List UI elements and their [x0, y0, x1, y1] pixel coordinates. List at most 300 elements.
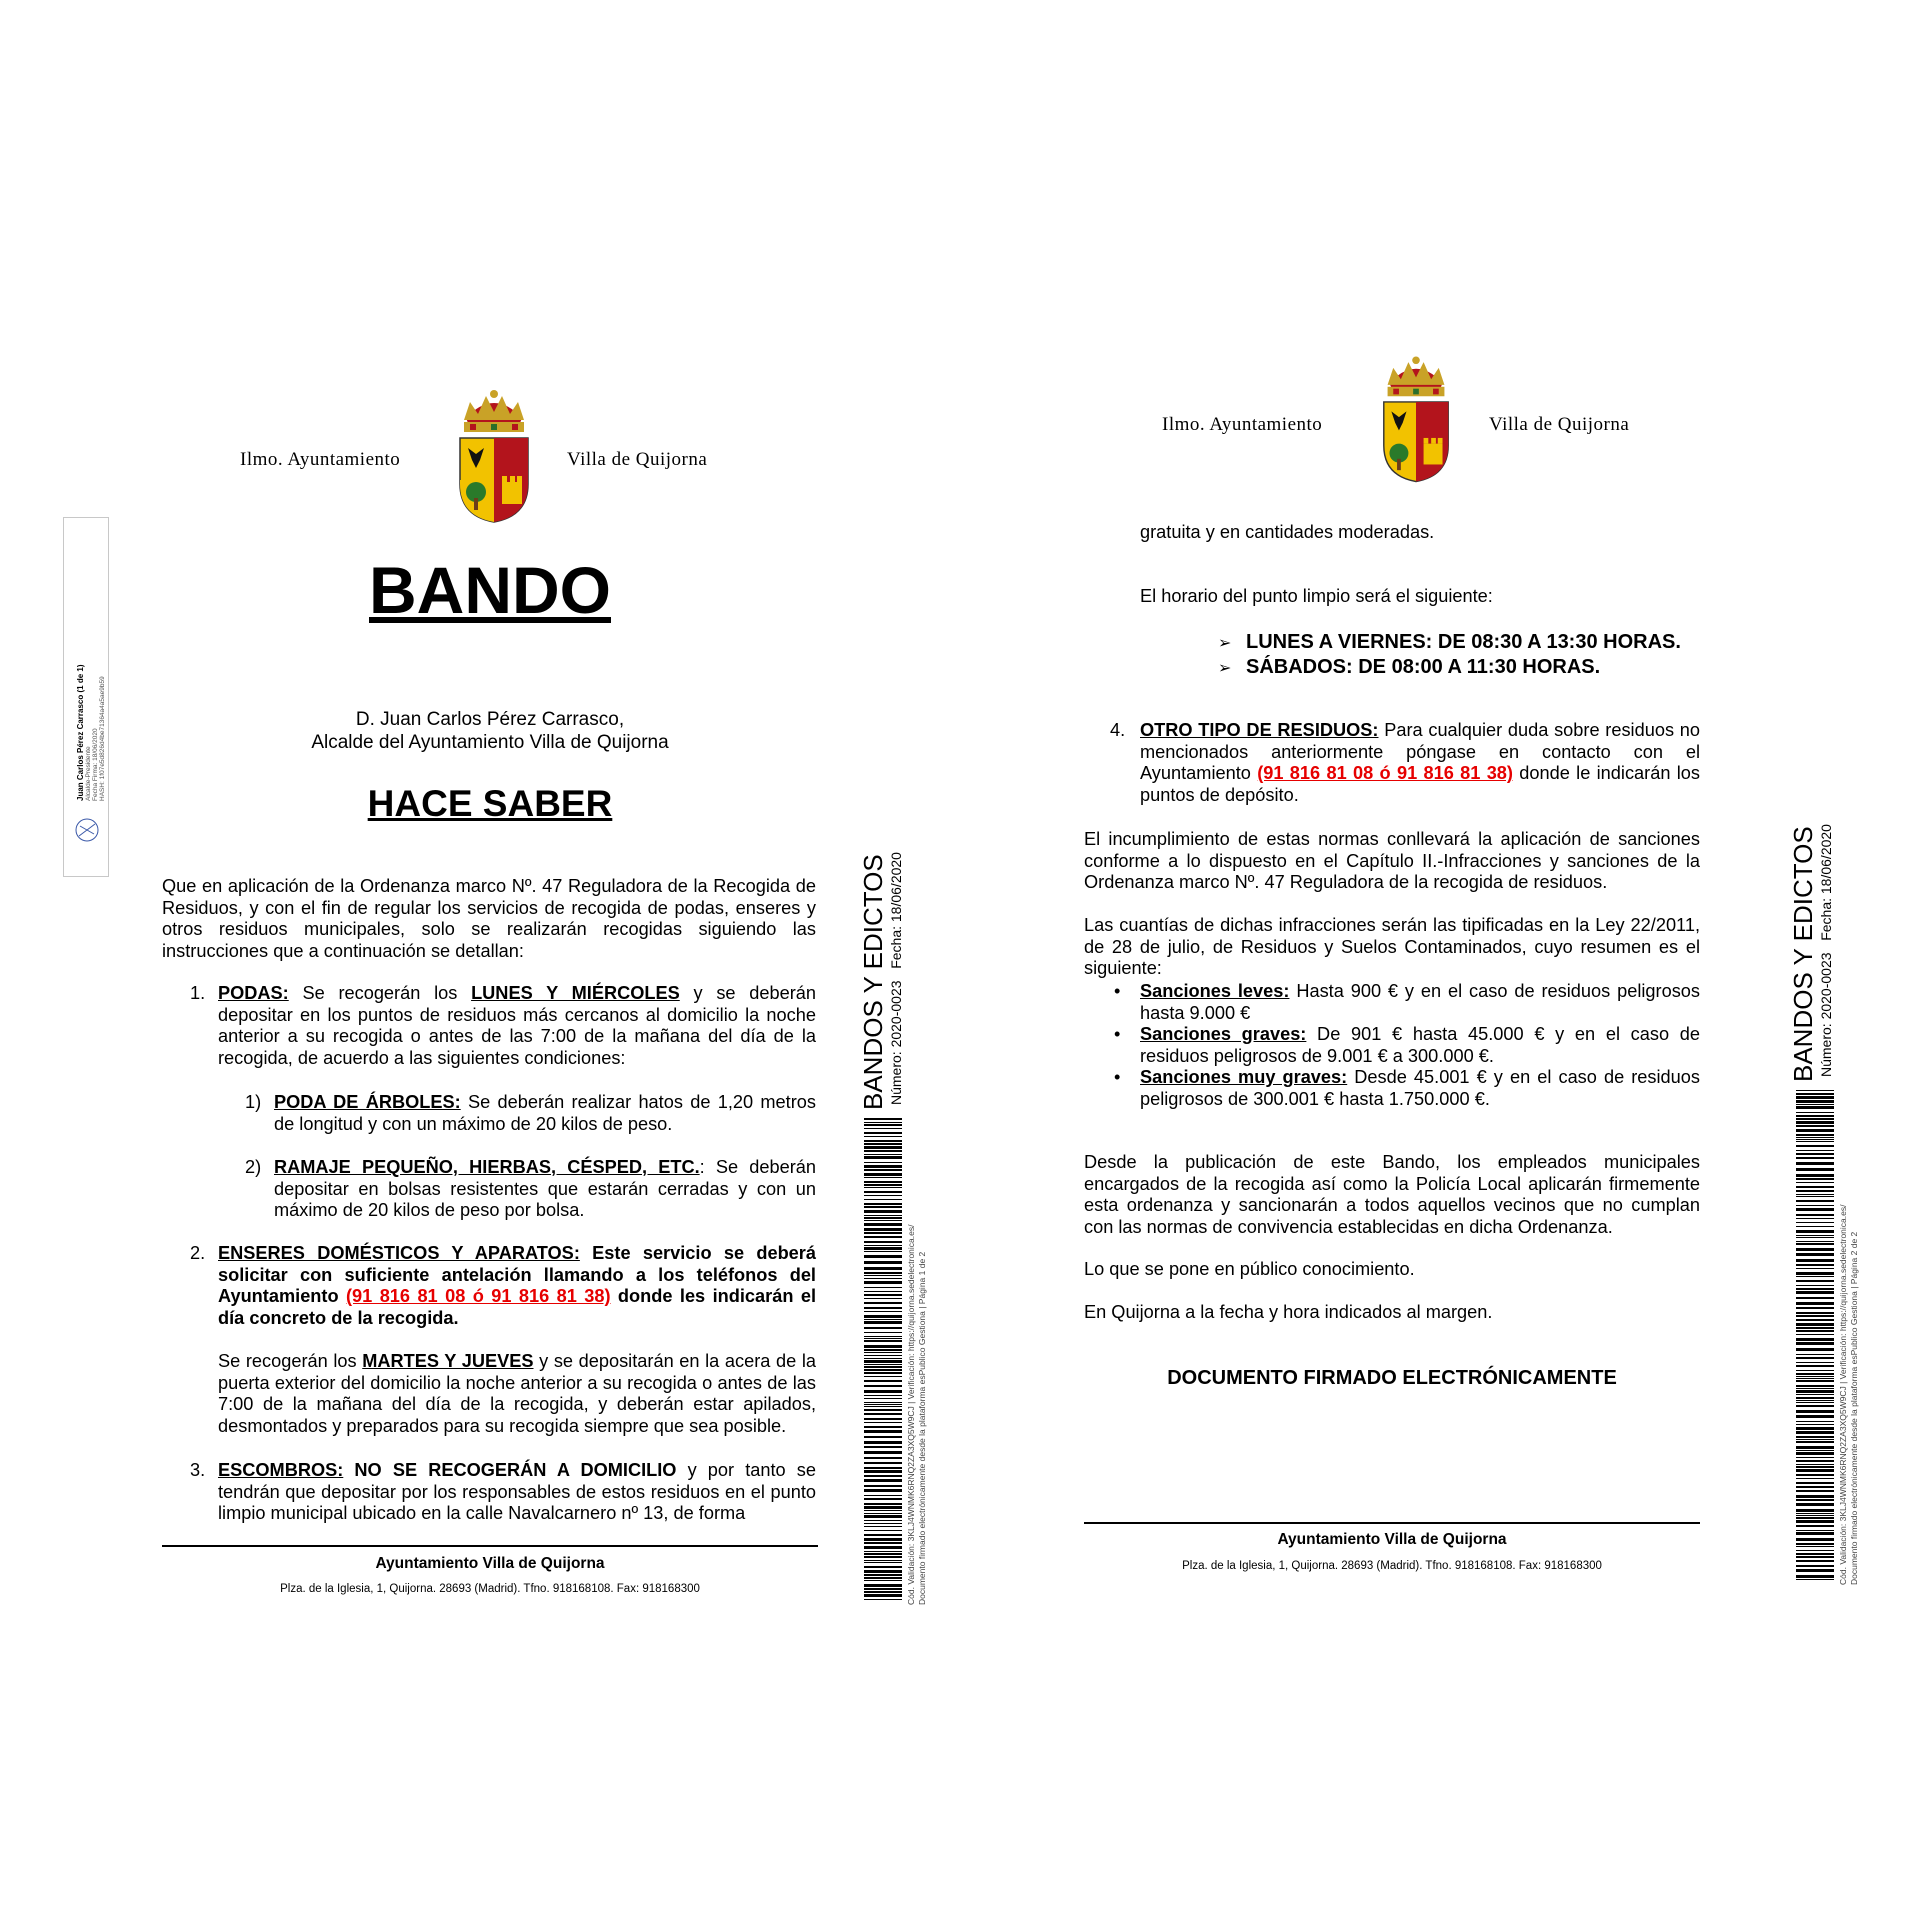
side-date: Fecha: 18/06/2020 [1818, 824, 1834, 941]
barcode-bar [864, 1220, 902, 1221]
header-left-text: Ilmo. Ayuntamiento [240, 449, 401, 470]
barcode-bar [864, 1358, 902, 1359]
barcode-bar [1796, 1515, 1834, 1516]
sancion-muy-grave-heading: Sanciones muy graves: [1140, 1067, 1348, 1087]
barcode-bar [1796, 1243, 1834, 1245]
barcode-bar [1796, 1450, 1834, 1451]
barcode-bar [864, 1275, 902, 1276]
bullet-icon: • [1114, 1024, 1121, 1044]
barcode-bar [1796, 1125, 1834, 1127]
barcode-bar [864, 1526, 902, 1527]
barcode-bar [1796, 1460, 1834, 1462]
stamp-date: Fecha Firma: 18/06/2020 [92, 728, 99, 801]
barcode-bar [864, 1332, 902, 1333]
barcode-bar [1796, 1380, 1834, 1382]
signed-electronically: DOCUMENTO FIRMADO ELECTRÓNICAMENTE [1167, 1367, 1617, 1389]
side-validation: Cód. Validación: 3KLJ4WNMK6RNQ2ZA3XQ5W9CJ | Verificación: https://quijorna.sedelectronica.es/ [1838, 1204, 1848, 1585]
item-1-days: LUNES Y MIÉRCOLES [471, 983, 680, 1003]
barcode-bar [864, 1272, 902, 1274]
paragraph-cuantias: Las cuantías de dichas infracciones serán las tipificadas en la Ley 22/2011, de 28 de julio, de Residuos y Suelos Contaminados, cuyo resumen es el siguiente: [1084, 915, 1700, 978]
sancion-grave-text: De 901 € hasta 45.000 € y en el caso de residuos peligrosos de 9.001 € a 300.000 €. [1140, 1024, 1701, 1066]
barcode-bar [1796, 1348, 1834, 1351]
barcode-bar [1796, 1394, 1834, 1395]
item-2-p2-a: Se recogerán los [218, 1351, 363, 1371]
item-3-bold: NO SE RECOGERÁN A DOMICILIO [343, 1460, 677, 1480]
barcode-bar [1796, 1218, 1834, 1219]
barcode-bar [1796, 1312, 1834, 1314]
barcode-bar [864, 1503, 902, 1505]
barcode-bar [864, 1530, 902, 1531]
barcode-bar [864, 1321, 902, 1324]
barcode-bar [1796, 1334, 1834, 1335]
sancion-grave [1110, 1024, 1700, 1067]
barcode-bar [1796, 1478, 1834, 1479]
sancion-leve-text: Hasta 900 € y en el caso de residuos peligrosos hasta 9.000 € [1140, 981, 1700, 1023]
barcode-bar [864, 1553, 902, 1555]
barcode-bar [1796, 1388, 1834, 1389]
barcode-bar [864, 1124, 902, 1126]
header-right-text: Villa de Quijorna [567, 449, 708, 470]
barcode-bar [864, 1495, 902, 1496]
barcode-bar [864, 1485, 902, 1487]
barcode-bar [1796, 1499, 1834, 1501]
barcode-bar [864, 1418, 902, 1420]
barcode-bar [864, 1232, 902, 1234]
validation-barcode [864, 1118, 902, 1604]
barcode-bar [864, 1245, 902, 1246]
barcode-bar [864, 1173, 902, 1176]
barcode-bar [1796, 1090, 1834, 1091]
barcode-bar [864, 1247, 902, 1250]
side-category: BANDOS Y EDICTOS [858, 854, 888, 1110]
barcode-bar [864, 1395, 902, 1396]
barcode-bar [864, 1506, 902, 1509]
barcode-bar [864, 1580, 902, 1581]
barcode-bar [864, 1475, 902, 1477]
barcode-bar [1796, 1482, 1834, 1484]
barcode-bar [864, 1546, 902, 1549]
item-2-text-a: Este servicio se deberá solicitar con suficiente antelación llamando a los teléfonos del Ayuntamiento [218, 1243, 816, 1306]
barcode-bar [1796, 1513, 1834, 1514]
item-2-paragraph-2 [218, 1351, 816, 1437]
barcode-bar [864, 1409, 902, 1411]
barcode-bar [864, 1215, 902, 1216]
barcode-bar [864, 1118, 902, 1120]
barcode-bar [864, 1184, 902, 1186]
barcode-bar [864, 1195, 902, 1196]
barcode-bar [1796, 1575, 1834, 1578]
barcode-bar [1796, 1264, 1834, 1266]
side-platform: Documento firmado electrónicamente desde la plataforma esPublico Gestiona | Página 2 de 2 [1849, 1231, 1859, 1585]
coat-of-arms-logo [1380, 354, 1452, 484]
barcode-bar [1796, 1157, 1834, 1159]
barcode-bar [864, 1441, 902, 1444]
item-4-heading: OTRO TIPO DE RESIDUOS: [1140, 720, 1379, 740]
barcode-bar [864, 1489, 902, 1492]
barcode-bar [1796, 1402, 1834, 1403]
paragraph-incumplimiento: El incumplimiento de estas normas conllevará la aplicación de sanciones conforme a lo dispuesto en el Capítulo II.-Infracciones y sanciones de la Ordenanza marco Nº. 47 Reguladora de la recogida de residuos. [1084, 829, 1700, 892]
barcode-bar [1796, 1235, 1834, 1236]
sancion-leve-heading: Sanciones leves: [1140, 981, 1290, 1001]
barcode-bar [864, 1349, 902, 1351]
item-2-heading: ENSERES DOMÉSTICOS Y APARATOS: [218, 1243, 580, 1263]
barcode-bar [1796, 1466, 1834, 1468]
barcode-bar [1796, 1168, 1834, 1171]
barcode-bar [1796, 1424, 1834, 1425]
barcode-bar [864, 1457, 902, 1459]
barcode-bar [864, 1191, 902, 1193]
sub-1-text: Se deberán realizar hatos de 1,20 metros de longitud y con un máximo de 20 kilos de peso. [274, 1092, 816, 1134]
barcode-bar [1796, 1196, 1834, 1197]
side-number-date [1818, 824, 1834, 1077]
barcode-bar [1796, 1129, 1834, 1132]
barcode-bar [1796, 1139, 1834, 1140]
barcode-bar [1796, 1208, 1834, 1211]
barcode-bar [864, 1599, 902, 1600]
barcode-bar [1796, 1134, 1834, 1136]
barcode-bar [864, 1588, 902, 1590]
item-2-text-b: donde les indicarán el día concreto de la recogida. [218, 1286, 817, 1328]
barcode-bar [864, 1132, 902, 1134]
barcode-bar [864, 1355, 902, 1356]
hace-saber-heading: HACE SABER [367, 783, 613, 824]
barcode-bar [1796, 1230, 1834, 1233]
sancion-muy-grave-text: Desde 45.001 € y en el caso de residuos peligrosos de 300.001 € hasta 1.750.000 €. [1140, 1067, 1700, 1109]
horario-intro: El horario del punto limpio será el siguiente: [1140, 586, 1493, 606]
barcode-bar [1796, 1415, 1834, 1418]
sanciones-list [1110, 981, 1700, 1110]
barcode-bar [1796, 1565, 1834, 1567]
document-page-2 [960, 0, 1920, 1920]
barcode-bar [1796, 1556, 1834, 1558]
paragraph-publicacion: Desde la publicación de este Bando, los empleados municipales encargados de la recogida así como la Policía Local aplicarán firmemente esta ordenanza y sancionarán a todos aquellos vecinos que no cumplan con las normas de convivencia establecidas en dicha Ordenanza. [1084, 1152, 1700, 1237]
barcode-bar [864, 1136, 902, 1137]
barcode-bar [864, 1566, 902, 1568]
barcode-bar [864, 1210, 902, 1213]
barcode-bar [1796, 1441, 1834, 1443]
barcode-bar [1796, 1464, 1834, 1465]
barcode-bar [1796, 1400, 1834, 1401]
barcode-bar [1796, 1297, 1834, 1299]
footer-address: Plza. de la Iglesia, 1, Quijorna. 28693 (Madrid). Tfno. 918168108. Fax: 918168300 [280, 1583, 700, 1595]
item-3-text: y por tanto se tendrán que depositar por los responsables de estos residuos en el punto limpio municipal ubicado en la calle Navalcarnero nº 13, de forma [218, 1460, 816, 1523]
barcode-bar [1796, 1186, 1834, 1188]
item-1-podas [218, 983, 816, 1069]
barcode-bar [864, 1327, 902, 1329]
barcode-bar [1796, 1378, 1834, 1379]
barcode-bar [1796, 1226, 1834, 1227]
coat-of-arms-logo [456, 388, 532, 524]
footer-title: Ayuntamiento Villa de Quijorna [1277, 1531, 1507, 1548]
barcode-bar [1796, 1431, 1834, 1434]
barcode-bar [864, 1369, 902, 1371]
footer-title: Ayuntamiento Villa de Quijorna [375, 1555, 605, 1572]
side-date: Fecha: 18/06/2020 [888, 852, 904, 969]
item-1-number: 1. [190, 983, 206, 1003]
barcode-bar [1796, 1280, 1834, 1282]
horario-list [1218, 630, 1681, 680]
barcode-bar [1796, 1291, 1834, 1294]
horario-weekdays: LUNES A VIERNES: DE 08:30 A 13:30 HORAS. [1246, 631, 1681, 653]
item-4-phones: (91 816 81 08 ó 91 816 81 38) [1257, 763, 1513, 783]
barcode-bar [864, 1287, 902, 1288]
signer-name: D. Juan Carlos Pérez Carrasco, [355, 709, 625, 730]
barcode-bar [1796, 1342, 1834, 1345]
barcode-bar [864, 1203, 902, 1205]
continuation-text: gratuita y en cantidades moderadas. [1140, 522, 1435, 542]
barcode-bar [864, 1398, 902, 1399]
barcode-bar [864, 1177, 902, 1178]
barcode-bar [864, 1311, 902, 1312]
item-1-heading: PODAS: [218, 983, 289, 1003]
barcode-bar [864, 1278, 902, 1279]
barcode-bar [864, 1261, 902, 1264]
signature-stamp [63, 517, 109, 877]
barcode-bar [864, 1251, 902, 1252]
barcode-bar [1796, 1365, 1834, 1367]
barcode-bar [1796, 1436, 1834, 1438]
side-number: Número: 2020-0023 [1818, 952, 1834, 1077]
item-2-phones: (91 816 81 08 ó 91 816 81 38) [346, 1286, 611, 1306]
barcode-bar [864, 1574, 902, 1576]
item-2-p2-b: y se depositarán en la acera de la puerta exterior del domicilio la noche anterior a su recogida o antes de las 7:00 de la mañana del día de la recogida, y deberán estar apilados, desmontados y preparados para su recogida siempre que sea posible. [218, 1351, 816, 1436]
barcode-bar [864, 1570, 902, 1573]
horario-item-saturday [1218, 655, 1681, 680]
barcode-bar [864, 1513, 902, 1514]
barcode-bar [1796, 1285, 1834, 1286]
barcode-bar [864, 1560, 902, 1561]
barcode-bar [1796, 1178, 1834, 1180]
barcode-bar [1796, 1093, 1834, 1095]
barcode-bar [1796, 1327, 1834, 1329]
barcode-bar [1796, 1272, 1834, 1275]
barcode-bar [1796, 1452, 1834, 1455]
barcode-bar [864, 1241, 902, 1243]
barcode-bar [1796, 1112, 1834, 1113]
barcode-bar [1796, 1405, 1834, 1407]
barcode-bar [864, 1591, 902, 1593]
sancion-leve [1110, 981, 1700, 1024]
barcode-bar [1796, 1532, 1834, 1535]
barcode-bar [1796, 1276, 1834, 1277]
barcode-bar [1796, 1486, 1834, 1488]
bullet-icon: • [1114, 981, 1121, 1001]
barcode-bar [1796, 1457, 1834, 1458]
barcode-bar [1796, 1385, 1834, 1387]
barcode-bar [864, 1345, 902, 1348]
validation-barcode [1796, 1090, 1834, 1584]
barcode-bar [864, 1422, 902, 1423]
barcode-bar [864, 1206, 902, 1208]
barcode-bar [1796, 1302, 1834, 1305]
item-4-number: 4. [1110, 720, 1126, 740]
side-validation: Cód. Validación: 3KLJ4WNMK6RNQ2ZA3XQ5W9CJ | Verificación: https://quijorna.sedelectronica.es/ [906, 1224, 916, 1605]
page-title: BANDO [369, 553, 611, 627]
barcode-bar [1796, 1538, 1834, 1541]
barcode-bar [864, 1146, 902, 1149]
intro-paragraph: Que en aplicación de la Ordenanza marco Nº. 47 Reguladora de la Recogida de Residuos, y con el fin de regular los servicios de recogida de podas, enseres y otros residuos municipales, solo se realizarán recogidas siguiendo las instrucciones que a continuación se detallan: [162, 876, 816, 961]
barcode-bar [1796, 1560, 1834, 1562]
side-category: BANDOS Y EDICTOS [1788, 826, 1818, 1082]
footer-divider [162, 1545, 818, 1547]
barcode-bar [1796, 1214, 1834, 1216]
sub-1-number: 1) [245, 1092, 262, 1112]
barcode-bar [864, 1187, 902, 1188]
barcode-bar [1796, 1354, 1834, 1355]
barcode-bar [864, 1577, 902, 1579]
barcode-bar [1796, 1315, 1834, 1317]
barcode-bar [1796, 1546, 1834, 1547]
barcode-bar [1796, 1520, 1834, 1523]
barcode-bar [864, 1515, 902, 1518]
barcode-bar [864, 1217, 902, 1219]
barcode-bar [864, 1479, 902, 1482]
barcode-bar [864, 1390, 902, 1393]
barcode-bar [1796, 1194, 1834, 1195]
item-4-otros [1140, 720, 1700, 806]
barcode-bar [1796, 1330, 1834, 1332]
item-3-heading: ESCOMBROS: [218, 1460, 344, 1480]
barcode-bar [864, 1542, 902, 1544]
barcode-bar [864, 1436, 902, 1438]
barcode-bar [864, 1228, 902, 1231]
barcode-bar [1796, 1153, 1834, 1155]
barcode-bar [1796, 1509, 1834, 1512]
barcode-bar [1796, 1376, 1834, 1377]
barcode-bar [864, 1338, 902, 1339]
barcode-bar [864, 1281, 902, 1284]
barcode-bar [864, 1154, 902, 1155]
bullet-icon: • [1114, 1067, 1121, 1087]
barcode-bar [864, 1319, 902, 1320]
barcode-bar [1796, 1241, 1834, 1242]
barcode-bar [1796, 1200, 1834, 1202]
barcode-bar [1796, 1525, 1834, 1527]
barcode-bar [864, 1336, 902, 1337]
item-4-text-b: donde le indicarán los puntos de depósito. [1140, 763, 1701, 805]
barcode-bar [864, 1498, 902, 1500]
barcode-bar [1796, 1530, 1834, 1531]
signature-seal-icon [74, 810, 100, 850]
stamp-role: Alcalde-Presidente [85, 746, 92, 801]
barcode-bar [864, 1523, 902, 1524]
barcode-bar [1796, 1503, 1834, 1506]
barcode-bar [1796, 1373, 1834, 1375]
item-2-enseres [218, 1243, 816, 1329]
item-3-number: 3. [190, 1460, 206, 1480]
barcode-bar [864, 1302, 902, 1304]
barcode-bar [1796, 1323, 1834, 1326]
barcode-bar [864, 1538, 902, 1541]
barcode-bar [864, 1413, 902, 1415]
sub-2-text: : Se deberán depositar en bolsas resistentes que estarán cerradas y con un máximo de 20 kilos de peso por bolsa. [274, 1157, 817, 1220]
barcode-bar [1796, 1248, 1834, 1251]
barcode-bar [1796, 1162, 1834, 1165]
barcode-bar [1796, 1100, 1834, 1103]
barcode-bar [1796, 1517, 1834, 1519]
item-1-text-a: Se recogerán los [288, 983, 472, 1003]
barcode-bar [1796, 1338, 1834, 1341]
barcode-bar [864, 1470, 902, 1473]
signer-role: Alcalde del Ayuntamiento Villa de Quijorna [311, 732, 669, 753]
sub-2-ramaje [274, 1157, 816, 1222]
barcode-bars [864, 1118, 902, 1600]
stamp-signer: Juan Carlos Pérez Carrasco (1 de 1) [76, 664, 85, 801]
barcode-bar [1796, 1469, 1834, 1472]
barcode-bar [1796, 1268, 1834, 1269]
barcode-bar [864, 1404, 902, 1405]
barcode-bar [864, 1510, 902, 1511]
barcode-bar [864, 1169, 902, 1171]
horario-saturday: SÁBADOS: DE 08:00 A 11:30 HORAS. [1246, 656, 1601, 678]
barcode-bar [864, 1340, 902, 1342]
barcode-bar [864, 1406, 902, 1407]
barcode-bar [864, 1360, 902, 1363]
barcode-bar [864, 1267, 902, 1270]
footer-address: Plza. de la Iglesia, 1, Quijorna. 28693 (Madrid). Tfno. 918168108. Fax: 918168300 [1182, 1560, 1602, 1572]
barcode-bar [1796, 1121, 1834, 1124]
barcode-bar [1796, 1397, 1834, 1399]
barcode-bar [864, 1534, 902, 1536]
barcode-bar [1796, 1174, 1834, 1177]
item-1-text-b: y se deberán depositar en los puntos de residuos más cercanos al domicilio la noche anterior a su recogida o antes de las 7:00 de la mañana del día de la recogida, de acuerdo a las siguientes condiciones: [218, 983, 817, 1068]
barcode-bar [864, 1199, 902, 1200]
barcode-bar [864, 1467, 902, 1469]
barcode-bar [1796, 1205, 1834, 1206]
barcode-bar [864, 1551, 902, 1552]
barcode-bar [1796, 1421, 1834, 1422]
barcode-bar [864, 1364, 902, 1365]
barcode-bars [1796, 1090, 1834, 1580]
barcode-bar [1796, 1141, 1834, 1142]
barcode-bar [1796, 1222, 1834, 1223]
barcode-bar [864, 1380, 902, 1382]
barcode-bar [1796, 1182, 1834, 1183]
barcode-bar [1796, 1307, 1834, 1309]
barcode-bar [864, 1128, 902, 1129]
barcode-bar [1796, 1569, 1834, 1572]
barcode-bar [864, 1122, 902, 1123]
barcode-bar [864, 1402, 902, 1403]
barcode-bar [864, 1294, 902, 1296]
barcode-bar [1796, 1446, 1834, 1449]
barcode-bar [1796, 1237, 1834, 1238]
item-2-number: 2. [190, 1243, 206, 1263]
barcode-bar [1796, 1259, 1834, 1262]
barcode-bar [864, 1181, 902, 1183]
barcode-bar [864, 1426, 902, 1428]
barcode-bar [1796, 1553, 1834, 1555]
barcode-bar [864, 1307, 902, 1309]
barcode-bar [864, 1162, 902, 1163]
barcode-bar [1796, 1370, 1834, 1371]
paragraph-fecha: En Quijorna a la fecha y hora indicados al margen. [1084, 1302, 1493, 1322]
side-number-date [888, 852, 904, 1105]
sancion-grave-heading: Sanciones graves: [1140, 1024, 1307, 1044]
barcode-bar [864, 1352, 902, 1353]
barcode-bar [1796, 1410, 1834, 1413]
barcode-bar [1796, 1118, 1834, 1120]
barcode-bar [1796, 1319, 1834, 1321]
barcode-bar [864, 1236, 902, 1238]
barcode-bar [864, 1291, 902, 1292]
barcode-bar [1796, 1362, 1834, 1363]
arrow-bullet-icon: ➢ [1218, 633, 1232, 652]
barcode-bar [1796, 1543, 1834, 1545]
barcode-bar [1796, 1357, 1834, 1359]
barcode-bar [1796, 1579, 1834, 1580]
footer-divider [1084, 1522, 1700, 1524]
